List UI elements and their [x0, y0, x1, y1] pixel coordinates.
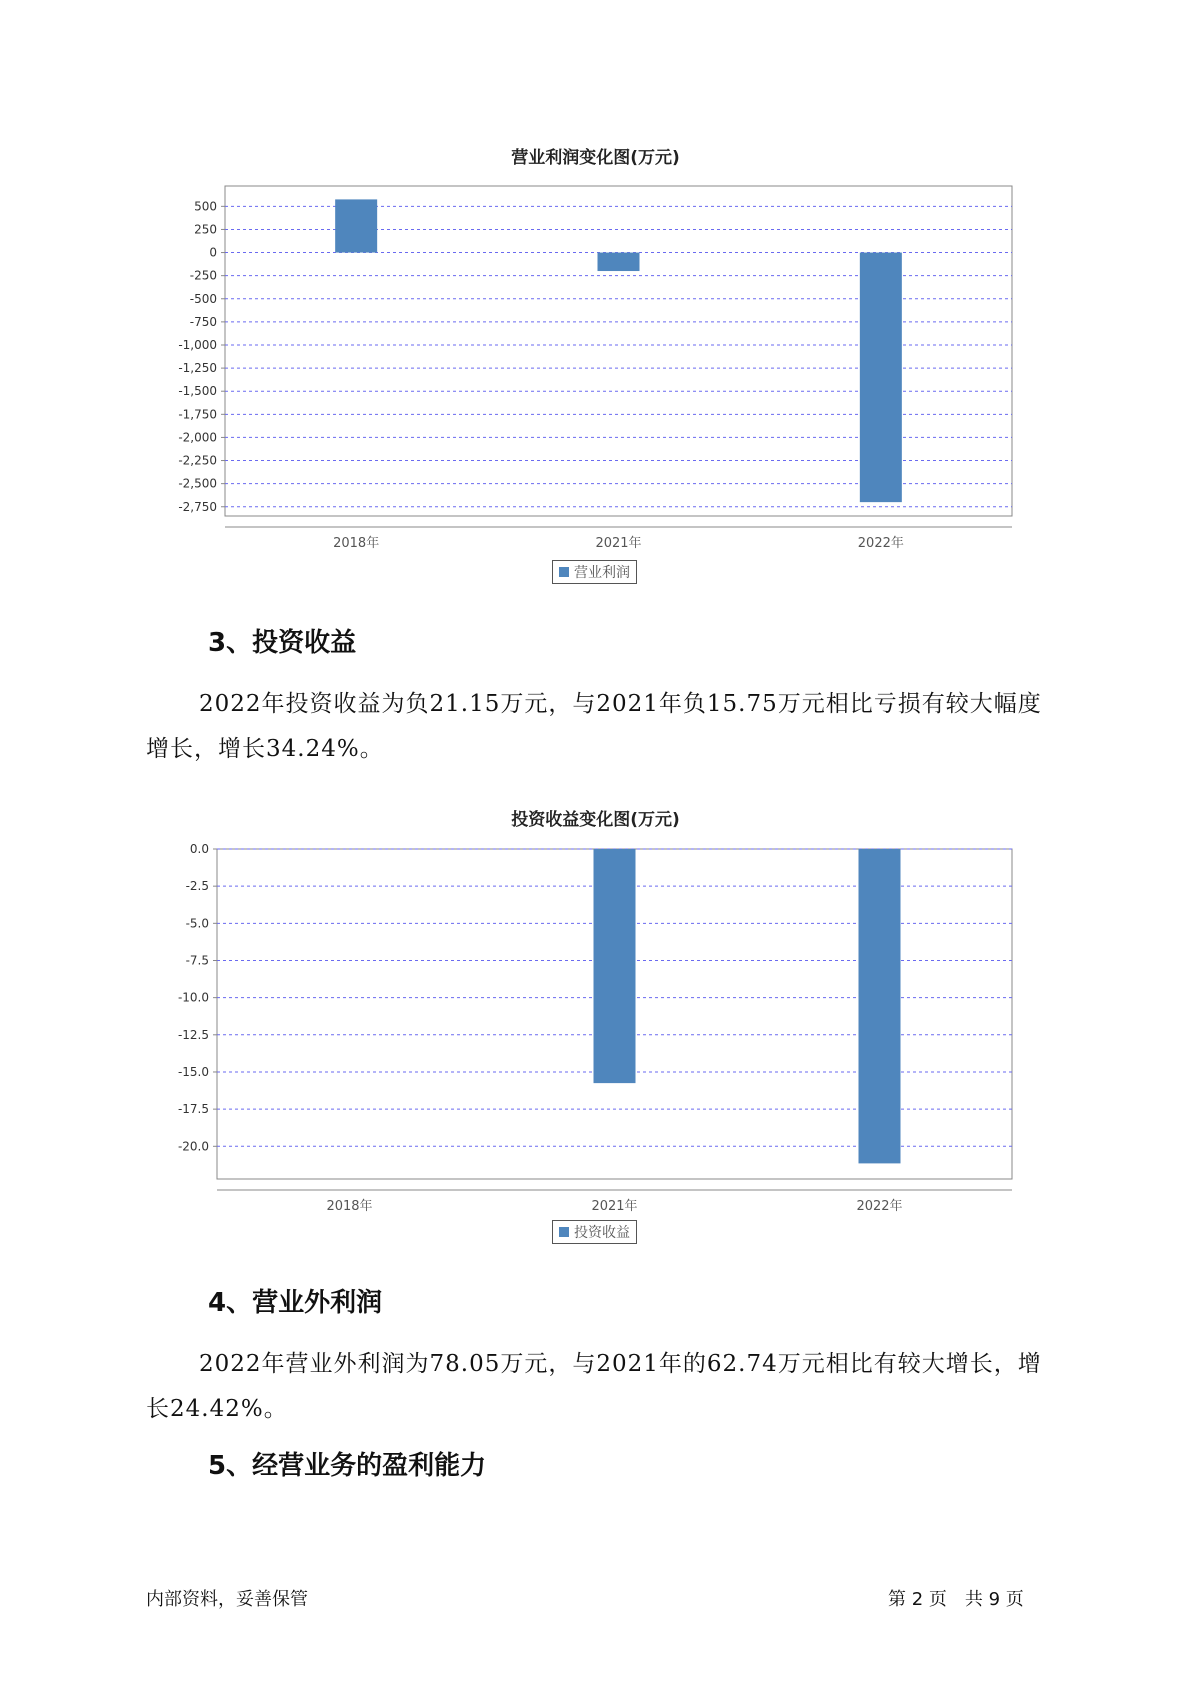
y-tick-label: -2,500: [178, 476, 217, 491]
x-tick-label: 2021年: [591, 1199, 638, 1214]
y-tick-label: -7.5: [185, 953, 209, 968]
y-tick-label: 250: [194, 222, 217, 237]
bar: [594, 849, 636, 1083]
y-tick-label: -15.0: [177, 1064, 209, 1079]
chart1-legend-label: 营业利润: [574, 565, 630, 581]
x-tick-label: 2021年: [595, 536, 642, 551]
page-number: 第 2 页 共 9 页: [888, 1589, 1024, 1610]
y-tick-label: -10.0: [177, 990, 209, 1005]
y-tick-label: -20.0: [177, 1139, 209, 1154]
y-tick-label: -1,500: [178, 384, 217, 399]
chart2-title: 投资收益变化图(万元): [511, 810, 680, 830]
y-tick-label: -2,250: [178, 453, 217, 468]
y-tick-label: -2.5: [185, 879, 209, 894]
y-tick-label: -17.5: [177, 1102, 209, 1117]
y-tick-label: -500: [189, 291, 217, 306]
section4-heading: 4、营业外利润: [208, 1288, 383, 1318]
section3-heading: 3、投资收益: [208, 628, 357, 658]
x-tick-label: 2018年: [326, 1199, 373, 1214]
section4-paragraph: 2022年营业外利润为78.05万元，与2021年的62.74万元相比有较大增长，增长24.42%。: [146, 1351, 1042, 1422]
chart2-legend-label: 投资收益: [574, 1225, 630, 1241]
y-tick-label: -750: [189, 314, 217, 329]
y-tick-label: -2,750: [178, 499, 217, 514]
y-tick-label: 500: [194, 199, 217, 214]
y-tick-label: -250: [189, 268, 217, 283]
y-tick-label: 0: [209, 245, 217, 260]
x-tick-label: 2022年: [857, 536, 904, 551]
y-tick-label: -1,250: [178, 361, 217, 376]
y-tick-label: -5.0: [185, 916, 209, 931]
y-tick-label: -12.5: [177, 1027, 209, 1042]
legend-swatch: [559, 1227, 569, 1237]
y-tick-label: 0.0: [189, 842, 209, 856]
footer-note: 内部资料，妥善保管: [146, 1589, 308, 1610]
y-tick-label: -1,750: [178, 407, 217, 422]
chart1-title: 营业利润变化图(万元): [511, 148, 680, 168]
x-tick-label: 2022年: [856, 1199, 903, 1214]
y-tick-label: -2,000: [178, 430, 217, 445]
bar: [859, 849, 901, 1163]
section3-paragraph: 2022年投资收益为负21.15万元，与2021年负15.75万元相比亏损有较大幅度增长，增长34.24%。: [146, 691, 1042, 762]
chart2-legend: [552, 1220, 637, 1244]
section5-heading: 5、经营业务的盈利能力: [208, 1451, 487, 1481]
x-tick-label: 2018年: [333, 536, 380, 551]
y-tick-label: -1,000: [178, 337, 217, 352]
